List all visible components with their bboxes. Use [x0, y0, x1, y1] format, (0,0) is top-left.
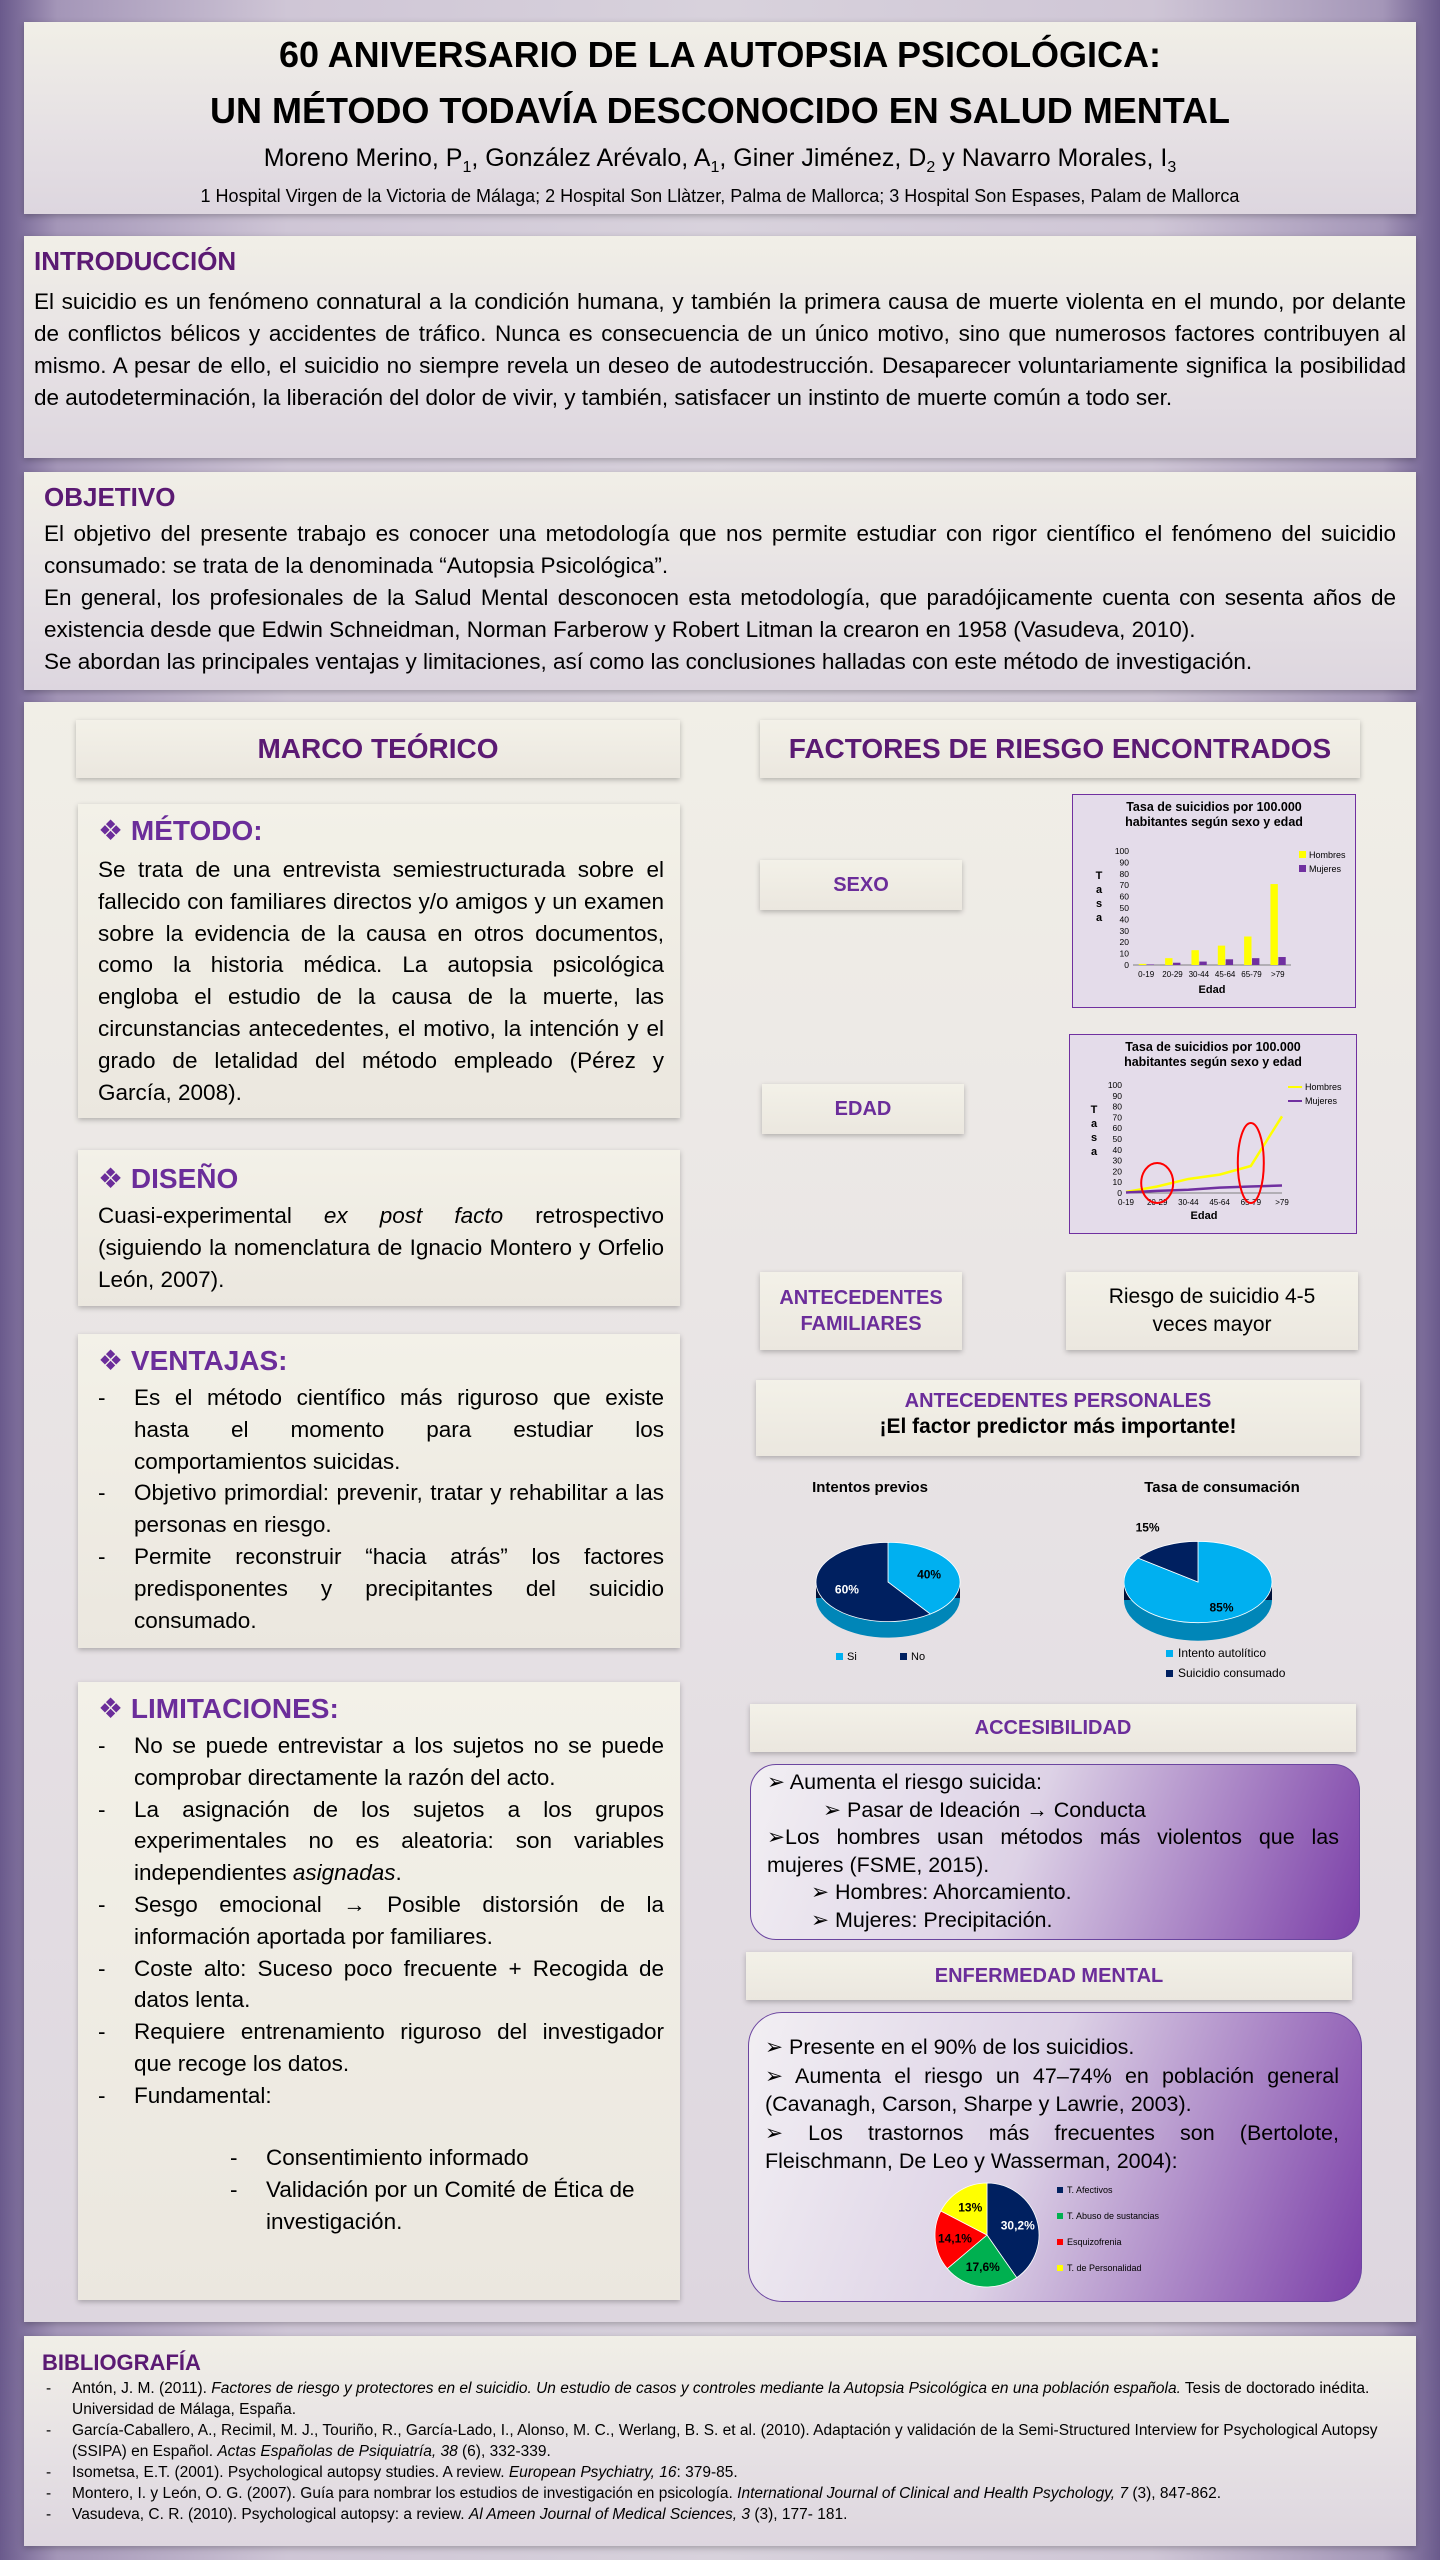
chart-title: habitantes según sexo y edad [1124, 1055, 1302, 1069]
legend-label: Hombres [1305, 1082, 1342, 1092]
author-name: Moreno Merino, P [263, 144, 463, 172]
reference-item [42, 2462, 1386, 2483]
reference-italic: Actas Españolas de Psiquiatría, 38 [217, 2443, 458, 2460]
y-axis-label: s [1095, 898, 1103, 910]
legend-label: T. Afectivos [1067, 2185, 1113, 2195]
highlight-circle [1238, 1123, 1264, 1203]
pie-data-label: 17,6% [965, 2259, 1000, 2274]
y-tick-label: 10 [1112, 1177, 1122, 1188]
x-tick-label: 30-44 [1188, 970, 1210, 979]
reference-item [42, 2483, 1386, 2504]
author-separator: y [935, 144, 962, 172]
y-axis-label: a [1090, 1146, 1098, 1158]
line-hombres [1126, 1116, 1282, 1192]
bar-mujeres [1252, 958, 1259, 965]
bar-hombres [1218, 946, 1225, 965]
authors [24, 144, 1416, 177]
reference-item [42, 2504, 1386, 2525]
legend-swatch [1299, 851, 1306, 858]
list-item-italic: asignadas [292, 1860, 396, 1886]
chart-title: Tasa de consumación [1144, 1479, 1300, 1496]
author-name: Navarro Morales, I [961, 144, 1168, 172]
accesibilidad-line: ➢ Aumenta el riesgo suicida: [767, 1770, 1042, 1794]
diseno-text-pre: Cuasi-experimental [98, 1203, 324, 1228]
bar-hombres [1165, 958, 1172, 965]
y-tick-label: 100 [1114, 846, 1129, 856]
marco-title: MARCO TEÓRICO [257, 733, 499, 764]
ventajas-list [98, 1382, 664, 1636]
line-chart [1070, 1035, 1356, 1233]
reference-text: Tesis de doctorado inédita. Universidad de Málaga, España. [72, 2380, 1370, 2418]
legend-label: Hombres [1309, 850, 1346, 860]
enfermedad-line: ➢ Los trastornos más frecuentes son (Bertolote, Fleischmann, De Leo y Wasserman, 2004): [765, 2120, 1339, 2173]
author-separator: , [719, 144, 734, 172]
objetivo-paragraph: Se abordan las principales ventajas y limitaciones, así como las conclusiones halladas con este método de investigación. [44, 649, 1253, 674]
pie-chart-trastornos [929, 2177, 1209, 2293]
accesibilidad-line: ➢ Mujeres: Precipitación. [811, 1907, 1053, 1932]
accesibilidad-line: ➢ Pasar de Ideación → Conducta [823, 1797, 1146, 1822]
bar-mujeres [1199, 962, 1206, 965]
pie-data-label: 14,1% [937, 2231, 972, 2246]
author-affiliation-index: 3 [1167, 159, 1177, 176]
affiliations: 1 Hospital Virgen de la Victoria de Málaga; 2 Hospital Son Llàtzer, Palma de Mallorca; 3 Hospital Son Espases, Palam de Mallorca [200, 186, 1240, 206]
diamond-bullet-icon: ❖ [98, 815, 124, 846]
legend-label: Suicidio consumado [1178, 1666, 1286, 1680]
enfermedad-label: ENFERMEDAD MENTAL [934, 1964, 1164, 1987]
poster-title-line1: 60 ANIVERSARIO DE LA AUTOPSIA PSICOLÓGICA: [278, 34, 1162, 75]
legend-label: Mujeres [1309, 864, 1342, 874]
reference-item [42, 2378, 1386, 2420]
reference-text: Montero, I. y León, O. G. (2007). Guía para nombrar los estudios de investigación en psicología. [72, 2485, 738, 2502]
objetivo-paragraph: El objetivo del presente trabajo es conocer una metodología que nos permite estudiar con rigor científico el fenómeno del suicidio consumado: se trata de la denominada “Autopsia Psicológica”. [44, 521, 1396, 578]
intro-heading: INTRODUCCIÓN [34, 246, 237, 276]
y-axis-label: a [1095, 884, 1103, 896]
accesibilidad-line: ➢Los hombres usan métodos más violentos que las mujeres (FSME, 2015). [767, 1825, 1339, 1877]
objetivo-paragraph: En general, los profesionales de la Salud Mental desconocen esta metodología, que paradójicamente cuenta con sesenta años de existencia desde que Edwin Schneidman, Norman Farberow y Robert Litman la crearon en 1958 (Vasudeva, 2010). [44, 585, 1396, 642]
diamond-bullet-icon: ❖ [98, 1345, 124, 1376]
y-tick-label: 20 [1119, 937, 1129, 948]
y-tick-label: 10 [1119, 948, 1129, 959]
limitaciones-sublist [230, 2142, 664, 2237]
list-item-text: . [395, 1860, 402, 1886]
x-axis-label: Edad [1198, 984, 1226, 996]
reference-text: (3), 177- 181. [750, 2506, 848, 2523]
objetivo-body [44, 518, 1396, 678]
reference-text: (3), 847-862. [1128, 2485, 1222, 2502]
antecedentes-personales-box [756, 1380, 1360, 1456]
chart-title: Tasa de suicidios por 100.000 [1126, 800, 1302, 814]
y-tick-label: 80 [1119, 868, 1129, 879]
y-tick-label: 60 [1119, 891, 1129, 902]
antecedentes-personales-label: ANTECEDENTES PERSONALES [904, 1390, 1212, 1412]
x-tick-label: 65-79 [1240, 1198, 1262, 1207]
author-affiliation-index: 1 [710, 159, 720, 176]
legend-label: Intento autolítico [1178, 1646, 1267, 1660]
bar-hombres [1270, 884, 1277, 965]
bar-hombres [1139, 964, 1146, 965]
x-tick-label: 0-19 [1117, 1198, 1135, 1207]
y-axis-label: a [1095, 912, 1103, 924]
x-tick-label: >79 [1271, 970, 1285, 979]
limitaciones-list [98, 1730, 664, 2112]
y-tick-label: 50 [1112, 1134, 1122, 1144]
author-name: Giner Jiménez, D [733, 144, 927, 172]
metodo-heading-text: MÉTODO: [130, 815, 263, 846]
reference-text: Isometsa, E.T. (2001). Psychological autopsy studies. A review. [72, 2464, 509, 2481]
bar-mujeres [1173, 963, 1180, 965]
bibliografia-list [42, 2378, 1386, 2525]
x-tick-label: 65-79 [1241, 970, 1262, 979]
metodo-text: Se trata de una entrevista semiestructurada sobre el fallecido con familiares directos y/o amigos y un examen sobre la evidencia de la causa en otros documentos, como la historia médica. La autopsia psicológica engloba el estudio de la causa de la muerte, las circunstancias antecedentes, el motivo, la intención y el grado de letalidad del método empleado (Pérez y García, 2008). [98, 857, 664, 1105]
y-tick-label: 40 [1119, 914, 1129, 925]
y-tick-label: 30 [1119, 925, 1129, 936]
pie-data-label: 15% [1135, 1520, 1160, 1535]
legend-swatch [1166, 1650, 1173, 1657]
diseno-text-post: retrospectivo (siguiendo la nomenclatura de Ignacio Montero y Orfelio León, 2007). [98, 1203, 664, 1292]
x-axis-label: Edad [1190, 1210, 1218, 1222]
enfermedad-line: ➢ Aumenta el riesgo un 47–74% en población general (Cavanagh, Carson, Sharpe y Lawrie, 2003). [765, 2063, 1339, 2116]
y-tick-label: 40 [1112, 1144, 1122, 1155]
author-name: González Arévalo, A [485, 144, 711, 172]
x-tick-label: 0-19 [1138, 970, 1155, 979]
y-tick-label: 0 [1124, 960, 1129, 970]
bar-chart-box [1072, 794, 1356, 1008]
legend-swatch [1057, 2265, 1063, 2271]
author-affiliation-index: 1 [462, 159, 472, 176]
legend-swatch [900, 1653, 907, 1660]
y-tick-label: 70 [1119, 880, 1129, 891]
list-item [98, 1794, 664, 1889]
y-tick-label: 90 [1119, 857, 1129, 868]
reference-text: : 379-85. [676, 2464, 738, 2481]
list-item: - Consentimiento informado [230, 2142, 664, 2174]
accesibilidad-text [767, 1769, 1339, 1934]
bar-hombres [1244, 937, 1251, 966]
sexo-label: SEXO [833, 873, 889, 896]
x-tick-label: 20-29 [1162, 970, 1183, 979]
diseno-heading [98, 1162, 238, 1195]
y-tick-label: 60 [1112, 1123, 1122, 1134]
poster-title-line2: UN MÉTODO TODAVÍA DESCONOCIDO EN SALUD MENTAL [209, 90, 1231, 131]
pie-chart-intentos [770, 1470, 970, 1680]
sexo-label-box [760, 860, 962, 910]
y-axis-label: s [1090, 1132, 1098, 1144]
pie-data-label: 40% [917, 1567, 942, 1582]
reference-italic: Factores de riesgo y protectores en el suicidio. Un estudio de casos y controles mediante la Autopsia Psicológica en una población española. [211, 2380, 1181, 2397]
author-separator: , [471, 144, 486, 172]
marco-title-box [76, 720, 680, 778]
diseno-box [78, 1150, 680, 1306]
bar-chart [1073, 795, 1355, 1007]
accesibilidad-label: ACCESIBILIDAD [974, 1716, 1132, 1739]
intro-text: El suicidio es un fenómeno connatural a la condición humana, y también la primera causa de muerte violenta en el mundo, por delante de conflictos bélicos y accidentes de tráfico. Nunca es consecuencia de un único motivo, sino que numerosos factores contribuyen al mismo. A pesar de ello, el suicidio no siempre revela un deseo de autodestrucción. Desaparecer voluntariamente significa la posibilidad de autodeterminación, la liberación del dolor de vivir, y también, satisfacer un instinto de muerte común a todo ser. [34, 289, 1406, 410]
diamond-bullet-icon: ❖ [98, 1163, 124, 1194]
bar-mujeres [1278, 957, 1285, 965]
enfermedad-label-box [746, 1952, 1352, 2000]
legend-swatch [836, 1653, 843, 1660]
ventajas-heading-text: VENTAJAS: [130, 1345, 288, 1376]
chart-title: Tasa de suicidios por 100.000 [1125, 1040, 1301, 1054]
ventajas-heading [98, 1344, 288, 1377]
y-axis-label: T [1090, 1104, 1098, 1116]
legend-label: Si [847, 1651, 857, 1663]
y-tick-label: 90 [1112, 1090, 1122, 1101]
legend-swatch [1057, 2187, 1063, 2193]
objetivo-panel [24, 472, 1416, 690]
chart-title: habitantes según sexo y edad [1125, 815, 1303, 829]
list-item: - Objetivo primordial: prevenir, tratar y rehabilitar a las personas en riesgo. [98, 1477, 664, 1541]
reference-italic: International Journal of Clinical and Health Psychology, 7 [737, 2485, 1129, 2502]
list-item: - Permite reconstruir “hacia atrás” los factores predisponentes y precipitantes del suicidio consumado. [98, 1541, 664, 1636]
legend-swatch [1057, 2213, 1063, 2219]
legend-label: No [911, 1651, 926, 1663]
enfermedad-text [765, 2033, 1339, 2176]
accesibilidad-label-box [750, 1704, 1356, 1752]
riesgo-box [1066, 1272, 1358, 1350]
pie-data-label: 13% [958, 2200, 983, 2215]
diseno-heading-text: DISEÑO [130, 1163, 239, 1194]
list-item: - Requiere entrenamiento riguroso del investigador que recoge los datos. [98, 2016, 664, 2080]
riesgo-text: Riesgo de suicidio 4-5 veces mayor [1108, 1285, 1316, 1336]
bibliografia-panel [24, 2336, 1416, 2546]
pie-data-label: 85% [1209, 1600, 1234, 1615]
y-axis-label: T [1095, 870, 1103, 882]
x-tick-label: 45-64 [1209, 1198, 1230, 1207]
header-panel [24, 22, 1416, 214]
edad-label-box [762, 1084, 964, 1134]
x-tick-label: 45-64 [1214, 970, 1236, 979]
bar-mujeres [1147, 964, 1154, 965]
reference-italic: European Psychiatry, 16 [508, 2464, 677, 2481]
metodo-box [78, 804, 680, 1118]
list-item: - Es el método científico más riguroso que existe hasta el momento para estudiar los comportamientos suicidas. [98, 1382, 664, 1477]
legend-label: Esquizofrenia [1067, 2237, 1122, 2247]
list-item: - Fundamental: [98, 2080, 664, 2112]
diamond-bullet-icon: ❖ [98, 1693, 124, 1724]
reference-text: Antón, J. M. (2011). [72, 2380, 212, 2397]
legend-label: T. de Personalidad [1067, 2263, 1142, 2273]
accesibilidad-box [750, 1764, 1360, 1940]
reference-text: García-Caballero, A., Recimil, M. J., Touriño, R., García-Lado, I., Alonso, M. C., Werlang, B. S. et al. (2010). Adaptación y validación de la Semi-Structured Interview for Psychological Autopsy (SSIPA) en Español. [72, 2422, 1378, 2460]
intro-panel [24, 236, 1416, 458]
bibliografia-heading: BIBLIOGRAFÍA [42, 2350, 201, 2375]
y-tick-label: 30 [1112, 1155, 1122, 1166]
enfermedad-line: ➢ Presente en el 90% de los suicidios. [765, 2035, 1135, 2059]
legend-label: Mujeres [1305, 1096, 1338, 1106]
author-affiliation-index: 2 [926, 159, 936, 176]
list-item: - No se puede entrevistar a los sujetos no se puede comprobar directamente la razón del acto. [98, 1730, 664, 1794]
line-chart-box [1069, 1034, 1357, 1234]
legend-label: T. Abuso de sustancias [1067, 2211, 1160, 2221]
y-tick-label: 0 [1117, 1188, 1122, 1198]
objetivo-heading: OBJETIVO [44, 482, 176, 512]
x-tick-label: 30-44 [1178, 1198, 1199, 1207]
list-item-text: La asignación de los sujetos a los grupos experimentales no es aleatoria: son variables independientes [134, 1796, 664, 1886]
x-tick-label: 20-29 [1146, 1198, 1168, 1207]
antecedentes-familiares-label: ANTECEDENTES FAMILIARES [779, 1287, 943, 1335]
diseno-text [98, 1200, 664, 1295]
limitaciones-box [78, 1682, 680, 2300]
legend-swatch [1057, 2239, 1063, 2245]
bar-mujeres [1226, 959, 1233, 965]
pie-chart-consumacion [1124, 1470, 1360, 1700]
enfermedad-box [748, 2012, 1362, 2302]
y-tick-label: 80 [1112, 1101, 1122, 1112]
x-tick-label: >79 [1275, 1198, 1289, 1207]
list-item: - Validación por un Comité de Ética de investigación. [230, 2174, 664, 2238]
y-axis-label: a [1090, 1118, 1098, 1130]
pie-data-label: 30,2% [1000, 2218, 1035, 2233]
y-tick-label: 70 [1112, 1112, 1122, 1123]
bar-hombres [1191, 950, 1198, 965]
legend-swatch [1166, 1670, 1173, 1677]
edad-label: EDAD [834, 1097, 892, 1120]
y-tick-label: 20 [1112, 1166, 1122, 1177]
reference-text: Vasudeva, C. R. (2010). Psychological autopsy: a review. [72, 2506, 469, 2523]
factores-title-box [760, 720, 1360, 778]
accesibilidad-line: ➢ Hombres: Ahorcamiento. [811, 1880, 1072, 1904]
list-item: - Sesgo emocional → Posible distorsión de la información aportada por familiares. [98, 1889, 664, 1953]
antecedentes-personales-sub: ¡El factor predictor más importante! [879, 1415, 1237, 1438]
reference-item [42, 2420, 1386, 2462]
legend-swatch [1299, 865, 1306, 872]
limitaciones-heading [98, 1692, 339, 1725]
metodo-heading [98, 814, 263, 847]
factores-title: FACTORES DE RIESGO ENCONTRADOS [788, 733, 1332, 764]
y-tick-label: 100 [1107, 1080, 1122, 1090]
limitaciones-heading-text: LIMITACIONES: [130, 1693, 339, 1724]
ventajas-box [78, 1334, 680, 1648]
pie-data-label: 60% [834, 1582, 859, 1597]
antecedentes-familiares-box [760, 1272, 962, 1350]
list-item: - Coste alto: Suceso poco frecuente + Recogida de datos lenta. [98, 1953, 664, 2017]
y-tick-label: 50 [1119, 903, 1129, 913]
chart-title: Intentos previos [812, 1479, 928, 1496]
reference-text: (6), 332-339. [457, 2443, 551, 2460]
reference-italic: Al Ameen Journal of Medical Sciences, 3 [468, 2506, 751, 2523]
diseno-text-italic: ex post facto [323, 1203, 504, 1228]
